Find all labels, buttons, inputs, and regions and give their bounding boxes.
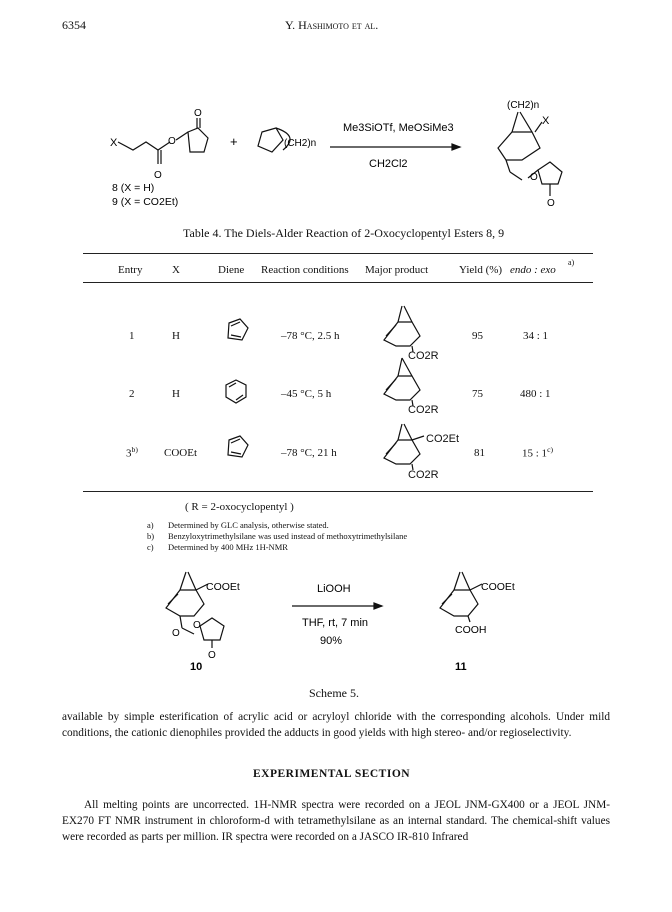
experimental-paragraph: All melting points are uncorrected. 1H-NMR spectra were recorded on a JEOL JNM-GX400 or a JEOL JNM-EX270 FT NMR instrument in chloroform-d with tetramethylsilane as an internal standard. The chemical-shift values were recorded as parts per million. IR spectra were recorded on a JASCO IR-810 Infrared <box>62 799 610 843</box>
scheme5-diagram <box>0 560 672 680</box>
row3-entry-note: b) <box>131 445 138 454</box>
product-o-ketone: O <box>547 198 555 209</box>
row2-entry: 2 <box>129 388 135 400</box>
solvent-label: CH2Cl2 <box>369 158 408 170</box>
col-ratio-note: a) <box>568 258 575 267</box>
col-yield: Yield (%) <box>459 264 503 276</box>
row2-x: H <box>172 388 180 400</box>
row3-product-structure <box>384 424 424 470</box>
scheme4-x-right: X <box>542 115 550 127</box>
col-ratio: endo : exo <box>510 264 556 276</box>
row2-diene-structure <box>226 380 246 403</box>
running-title: Y. Hashimoto et al. <box>285 18 379 32</box>
row1-entry: 1 <box>129 330 135 342</box>
compound-11-acid: COOH <box>455 624 487 636</box>
product-o-ester: O <box>530 172 538 183</box>
row3-diene-structure <box>228 436 248 457</box>
row3-ratio-note: c) <box>547 445 554 454</box>
r-definition: ( R = 2-oxocyclopentyl ) <box>185 501 294 513</box>
diene-ring-label: (CH2)n <box>284 138 317 149</box>
row3-conditions: –78 °C, 21 h <box>281 447 337 459</box>
table-bottom-rule <box>83 491 593 492</box>
row3-yield: 81 <box>474 447 485 459</box>
col-conditions: Reaction conditions <box>261 264 349 276</box>
scheme4-x-left: X <box>110 137 118 149</box>
reagents-top: Me3SiOTf, MeOSiMe3 <box>343 122 454 134</box>
footnote-a-mark: a) <box>147 520 154 530</box>
row1-diene-structure <box>228 319 248 340</box>
row1-ratio: 34 : 1 <box>523 330 549 342</box>
scheme4-o-carbonyl: O <box>154 170 162 181</box>
row3-ratio-value: 15 : 1 <box>522 447 548 460</box>
row2-product-structure <box>384 358 420 406</box>
scheme5-yield: 90% <box>320 635 343 647</box>
page-number: 6354 <box>62 18 86 32</box>
scheme4-o-ketone: O <box>194 108 202 119</box>
table-caption: Table 4. The Diels-Alder Reaction of 2-Oxocyclopentyl Esters 8, 9 <box>183 226 505 240</box>
compound-8-label: 8 (X = H) <box>112 182 155 194</box>
row1-product-structure <box>384 306 420 352</box>
row2-product-sub: CO2R <box>408 404 439 416</box>
row2-conditions: –45 °C, 5 h <box>281 388 332 400</box>
compound-10-o-carbonyl: O <box>172 628 180 639</box>
footnote-c-text: Determined by 400 MHz 1H-NMR <box>168 542 288 552</box>
row3-product-sub: CO2R <box>408 469 439 481</box>
scheme4-o-ester: O <box>168 136 176 147</box>
compound-9-label: 9 (X = CO2Et) <box>112 196 179 208</box>
compound-11-structure <box>440 572 482 622</box>
row1-yield: 95 <box>472 330 483 342</box>
row3-x: COOEt <box>164 447 197 459</box>
scheme5-caption: Scheme 5. <box>309 686 359 700</box>
scheme5-reagent: LiOOH <box>317 583 351 595</box>
col-product: Major product <box>365 264 429 276</box>
compound-10-o-ester: O <box>193 620 201 631</box>
compound-11-label: 11 <box>455 661 467 673</box>
compound-10-ester: COOEt <box>206 581 240 593</box>
product-ring-label: (CH2)n <box>507 100 540 111</box>
row1-x: H <box>172 330 180 342</box>
compound-10-o-ketone: O <box>208 650 216 661</box>
row3-product-sub2: CO2Et <box>426 433 460 445</box>
col-diene: Diene <box>218 264 245 276</box>
row3-entry-number: 3 <box>126 447 132 460</box>
footnote-b-mark: b) <box>147 531 155 541</box>
col-entry: Entry <box>118 264 143 276</box>
compound-10-label: 10 <box>190 661 203 673</box>
row1-conditions: –78 °C, 2.5 h <box>281 330 340 342</box>
row2-yield: 75 <box>472 388 483 400</box>
footnote-a-text: Determined by GLC analysis, otherwise stated. <box>168 520 329 530</box>
footnote-b-text: Benzyloxytrimethylsilane was used instead of methoxytrimethylsilane <box>168 531 408 541</box>
footnote-c-mark: c) <box>147 542 154 552</box>
scheme5-conditions: THF, rt, 7 min <box>302 617 369 629</box>
body-paragraph: available by simple esterification of acrylic acid or acryloyl chloride with the corresponding alcohols. Under mild conditions, the cationic dienophiles provided the adducts in good yields with high stereo- and/or regioselectivity. <box>62 711 610 739</box>
col-x: X <box>172 264 180 276</box>
experimental-heading: EXPERIMENTAL SECTION <box>253 768 411 780</box>
plus-sign: + <box>230 134 238 149</box>
row2-ratio: 480 : 1 <box>520 388 551 400</box>
row1-product-sub: CO2R <box>408 350 439 362</box>
compound-11-ester: COOEt <box>481 581 515 593</box>
